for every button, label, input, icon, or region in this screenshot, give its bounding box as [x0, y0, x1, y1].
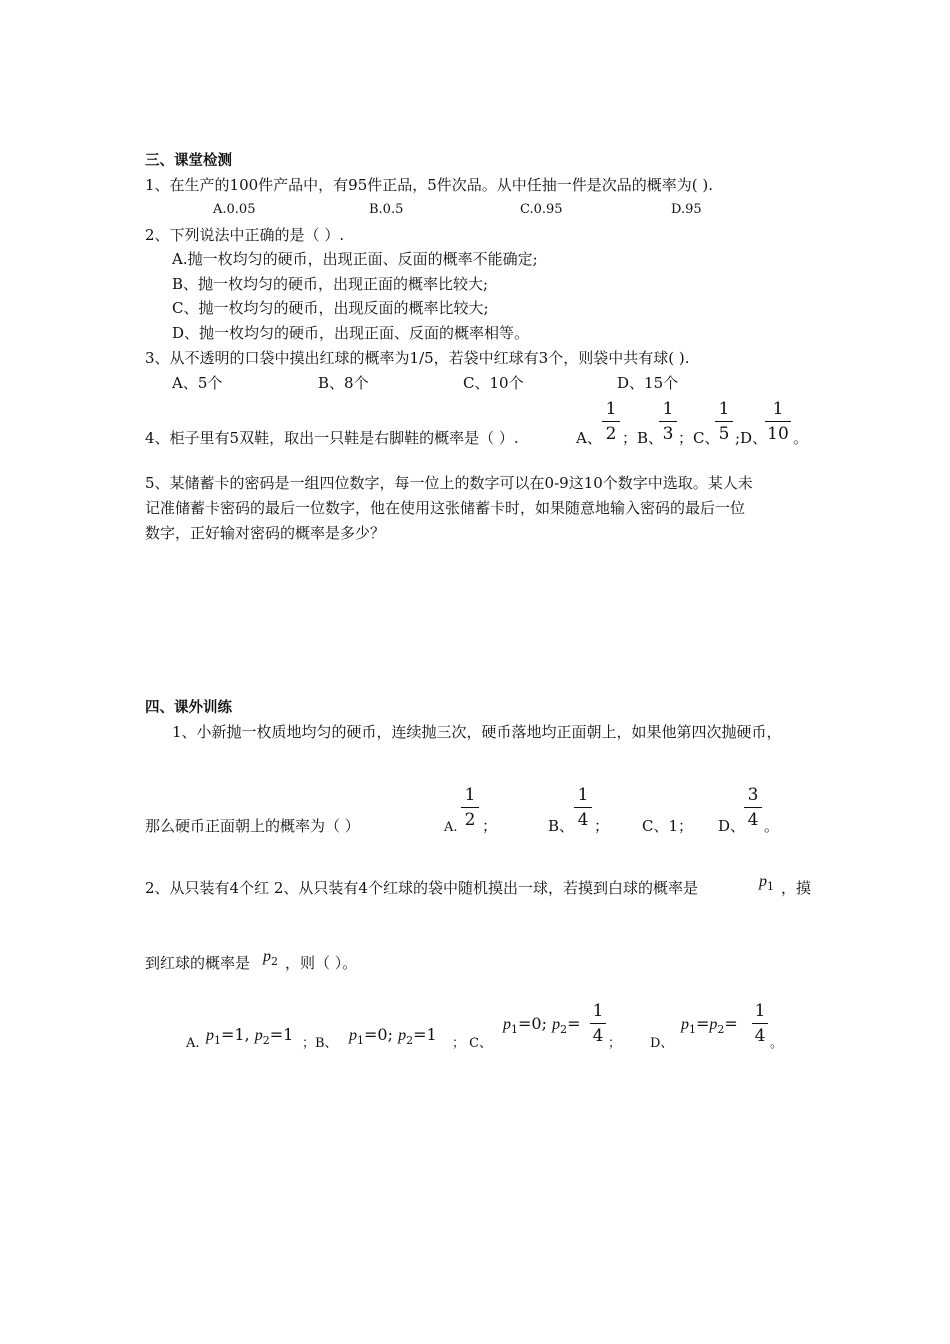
s4-q2-end-c: ； — [608, 1036, 622, 1051]
q4-fraction-d-den: 10 — [767, 424, 789, 444]
q4-fraction-c-den: 5 — [718, 424, 730, 444]
s4-q1-line-2: 那么硬币正面朝上的概率为（ ） — [145, 817, 360, 835]
expr: =0; — [364, 1025, 393, 1044]
q4-label-d: ;D、 — [735, 429, 768, 447]
q3-option-d: D、15个 — [617, 374, 679, 392]
q3-option-b: B、8个 — [318, 374, 369, 392]
q4-fraction-a-num: 1 — [605, 399, 617, 419]
q1-option-b: B.0.5 — [369, 202, 404, 217]
s4-q1-fraction-b-den: 4 — [577, 810, 589, 830]
q4-fraction-d-num: 1 — [772, 399, 784, 419]
expr: = — [567, 1014, 581, 1033]
s4-q2-option-b — [349, 1025, 437, 1047]
q4-fraction-c — [715, 399, 733, 444]
p-symbol: p — [254, 1027, 263, 1044]
q4-fraction-b-den: 3 — [662, 424, 674, 444]
p-symbol: p — [206, 1027, 214, 1044]
subscript: 2 — [560, 1023, 568, 1037]
subscript: 1 — [689, 1023, 696, 1037]
q2-option-b: B、抛一枚均匀的硬币，出现正面的概率比较大; — [172, 275, 489, 293]
fraction-den: 4 — [754, 1026, 766, 1046]
q5-line-2: 记准储蓄卡密码的最后一位数字，他在使用这张储蓄卡时，如果随意地输入密码的最后一位 — [145, 499, 746, 517]
s4-q1-label-b: B、 — [548, 817, 575, 835]
s4-q2-line-1: 2、从只装有4个红 2、从只装有4个红球的袋中随机摸出一球，若摸到白球的概率是 — [145, 879, 698, 897]
s4-q1-fraction-a-num: 1 — [464, 785, 476, 805]
q4-label-b: ；B、 — [622, 429, 664, 447]
s4-q1-fraction-d — [744, 785, 762, 830]
expr: =0; — [518, 1014, 547, 1033]
p2-subscript: 2 — [271, 955, 278, 969]
subscript: 1 — [214, 1034, 221, 1048]
expr: = — [696, 1014, 710, 1033]
p1-symbol: p — [759, 873, 767, 890]
q2-text: 2、下列说法中正确的是（ ）. — [145, 226, 345, 244]
s4-q2-fraction-c — [590, 1001, 606, 1046]
s4-q1-label-d: D、 — [718, 817, 746, 835]
subscript: 2 — [717, 1023, 725, 1037]
s4-q2-p2 — [263, 946, 278, 968]
s4-q2-end-d: 。 — [770, 1036, 784, 1051]
q4-label-c: ；C、 — [678, 429, 720, 447]
s4-q1-fraction-d-den: 4 — [747, 810, 759, 830]
q4-fraction-d — [765, 399, 791, 444]
q2-option-c: C、抛一枚均匀的硬币，出现反面的概率比较大; — [172, 299, 489, 317]
q1-text: 1、在生产的100件产品中，有95件正品，5件次品。从中任抽一件是次品的概率为( ). — [145, 176, 714, 194]
s4-q1-label-a: A. — [444, 820, 458, 835]
q4-fraction-c-num: 1 — [718, 399, 730, 419]
q2-option-d: D、抛一枚均匀的硬币，出现正面、反面的概率相等。 — [172, 324, 530, 342]
s4-q2-line-2-end: ，则（ ）。 — [285, 954, 358, 972]
s4-q2-p1 — [759, 871, 774, 893]
s4-q1-option-c: C、1； — [642, 817, 694, 835]
s4-q2-option-d — [681, 1014, 738, 1036]
p-symbol: p — [349, 1027, 357, 1044]
subscript: 1 — [357, 1034, 364, 1048]
subscript: 1 — [511, 1023, 518, 1037]
section3-heading: 三、课堂检测 — [145, 153, 232, 169]
q1-option-c: C.0.95 — [520, 202, 563, 217]
s4-q1-fraction-a — [461, 785, 479, 830]
s4-q2-line-2: 到红球的概率是 — [145, 954, 251, 972]
s4-q1-fraction-b-num: 1 — [577, 785, 589, 805]
q3-option-a: A、5个 — [172, 374, 223, 392]
q1-option-d: D.95 — [671, 202, 702, 217]
s4-q1-line-1: 1、小新抛一枚质地均匀的硬币，连续抛三次，硬币落地均正面朝上，如果他第四次抛硬币， — [172, 723, 782, 741]
q3-option-c: C、10个 — [463, 374, 524, 392]
q4-end: 。 — [793, 429, 809, 447]
s4-q2-option-a — [206, 1025, 293, 1047]
s4-q1-fraction-d-num: 3 — [747, 785, 759, 805]
q1-option-a: A.0.05 — [213, 202, 256, 217]
s4-q2-label-b: ；B、 — [302, 1036, 338, 1051]
expr: =1 — [413, 1025, 437, 1044]
subscript: 2 — [406, 1034, 414, 1048]
p-symbol: p — [709, 1016, 718, 1033]
s4-q1-fraction-a-den: 2 — [464, 810, 476, 830]
q4-fraction-b-num: 1 — [662, 399, 674, 419]
q4-fraction-b — [659, 399, 677, 444]
s4-q1-sep-b: ； — [594, 817, 610, 835]
p-symbol: p — [503, 1016, 511, 1033]
q4-fraction-a — [602, 399, 620, 444]
fraction-num: 1 — [592, 1001, 604, 1021]
s4-q1-fraction-b — [574, 785, 592, 830]
q4-label-a: A、 — [576, 429, 602, 447]
s4-q2-fraction-d — [752, 1001, 768, 1046]
fraction-num: 1 — [754, 1001, 766, 1021]
s4-q1-end: 。 — [764, 817, 780, 835]
s4-q2-label-d: D、 — [650, 1036, 674, 1051]
q4-fraction-a-den: 2 — [605, 424, 617, 444]
p-symbol: p — [552, 1016, 561, 1033]
q3-text: 3、从不透明的口袋中摸出红球的概率为1/5，若袋中红球有3个，则袋中共有球( ). — [145, 349, 690, 367]
s4-q2-option-c — [503, 1014, 580, 1036]
p2-symbol: p — [263, 948, 271, 965]
q2-option-a: A.抛一枚均匀的硬币，出现正面、反面的概率不能确定; — [172, 250, 538, 268]
s4-q2-line-1-end: ，摸 — [781, 879, 812, 897]
s4-q2-label-a: A. — [186, 1036, 200, 1051]
expr: = — [724, 1014, 738, 1033]
p-symbol: p — [681, 1016, 689, 1033]
p-symbol: p — [398, 1027, 407, 1044]
q4-text: 4、柜子里有5双鞋，取出一只鞋是右脚鞋的概率是（ ）. — [145, 429, 519, 447]
p1-subscript: 1 — [767, 880, 774, 894]
s4-q2-label-c: ； C、 — [452, 1036, 493, 1051]
q5-line-1: 5、某储蓄卡的密码是一组四位数字，每一位上的数字可以在0-9这10个数字中选取。某人未 — [145, 474, 753, 492]
expr: =1, — [221, 1025, 250, 1044]
fraction-den: 4 — [592, 1026, 604, 1046]
q5-line-3: 数字，正好输对密码的概率是多少？ — [145, 524, 386, 542]
section4-heading: 四、课外训练 — [145, 700, 232, 716]
subscript: 2 — [262, 1034, 270, 1048]
s4-q1-sep-a: ； — [482, 817, 498, 835]
expr: =1 — [269, 1025, 294, 1044]
